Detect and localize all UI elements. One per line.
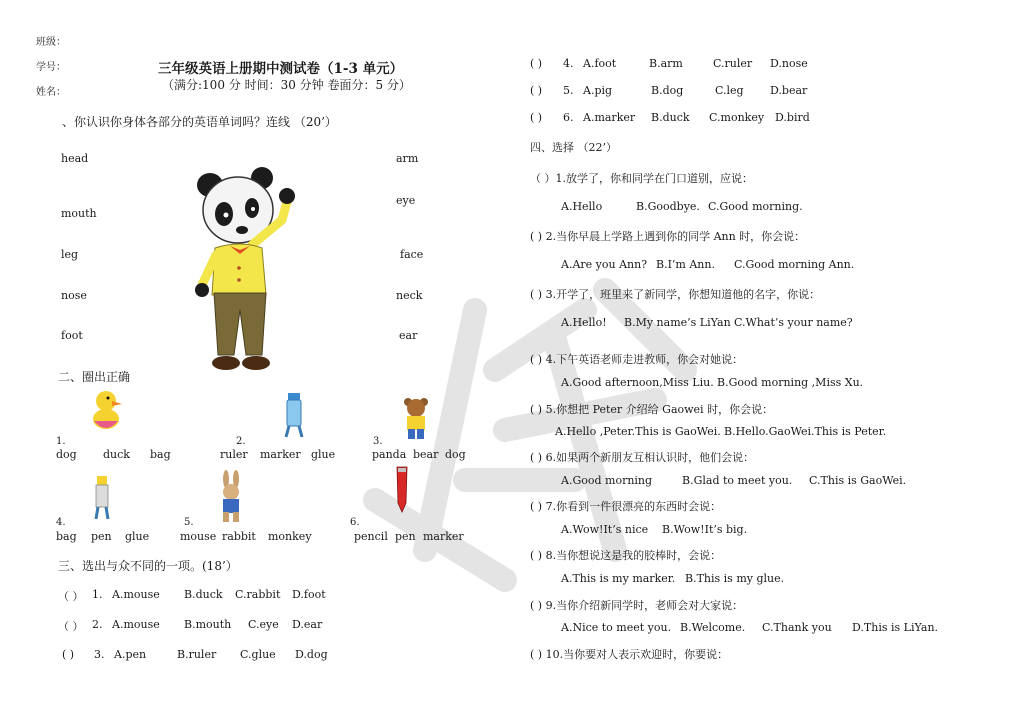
- s4-q3-text: ( ) 3.开学了，班里来了新同学，你想知道他的名字，你说：: [530, 288, 821, 301]
- s4-q4-opt-b: B.Good morning ,Miss Xu.: [717, 376, 864, 389]
- s3-q3-opt-a: A.pen: [114, 648, 147, 661]
- group1-number: 1.: [56, 436, 66, 447]
- group3-word-3: dog: [445, 448, 466, 461]
- s4-q4-opt-a: A.Good afternoon,Miss Liu.: [561, 376, 714, 389]
- student-name-label: 姓名：: [36, 87, 66, 98]
- s3-q2-opt-c: C.eye: [248, 618, 279, 631]
- bear-picture: [400, 396, 432, 442]
- section1-heading: 、你认识你身体各部分的英语单词吗？连线 （20’）: [62, 115, 337, 129]
- s4-q6-opt-b: B.Glad to meet you.: [682, 474, 793, 487]
- s3-q2-paren: （ ）: [58, 620, 84, 633]
- s3-q3-opt-c: C.glue: [240, 648, 276, 661]
- left-word-leg: leg: [61, 248, 79, 261]
- red-pen-picture: [392, 465, 414, 513]
- group4-number: 4.: [56, 517, 66, 528]
- group3-word-1: panda: [372, 448, 407, 461]
- section3-heading: 三、选出与众不同的一项。(18’）: [58, 559, 238, 573]
- s3-q4-opt-b: B.arm: [649, 57, 683, 70]
- left-word-foot: foot: [61, 329, 83, 342]
- group2-word-2: marker: [260, 448, 301, 461]
- group3-number: 3.: [373, 436, 383, 447]
- s4-q7-text: ( ) 7.你看到一件很漂亮的东西时会说：: [530, 500, 722, 513]
- section2-heading: 二、圈出正确: [58, 370, 131, 384]
- s3-q5-opt-b: B.dog: [651, 84, 684, 97]
- class-label: 班级：: [36, 37, 66, 48]
- s3-q1-opt-b: B.duck: [184, 588, 223, 601]
- s3-q3-opt-d: D.dog: [295, 648, 328, 661]
- s4-q4-text: ( ) 4.下午英语老师走进教师，你会对她说：: [530, 353, 744, 366]
- s3-q2-opt-a: A.mouse: [112, 618, 160, 631]
- right-word-ear: ear: [399, 329, 418, 342]
- group3-word-2: bear: [413, 448, 439, 461]
- glue-picture: [283, 390, 305, 438]
- group4-word-1: bag: [56, 530, 77, 543]
- s4-q2-text: ( ) 2.当你早晨上学路上遇到你的同学 Ann 时，你会说：: [530, 230, 806, 243]
- group4-word-3: glue: [125, 530, 150, 543]
- section4-heading: 四、选择 （22’）: [530, 141, 617, 154]
- s4-q3-opt-a: A.Hello!: [561, 316, 607, 329]
- s4-q6-opt-a: A.Good morning: [561, 474, 653, 487]
- pen-picture: [93, 474, 111, 522]
- s4-q8-opt-a: A.This is my marker.: [561, 572, 676, 585]
- group5-number: 5.: [184, 517, 194, 528]
- s4-q7-opt-a: A.Wow!It’s nice: [561, 523, 649, 536]
- s4-q2-opt-c: C.Good morning Ann.: [734, 258, 855, 271]
- s4-q5-opt-b: B.Hello.GaoWei.This is Peter.: [724, 425, 887, 438]
- s4-q9-opt-a: A.Nice to meet you.: [561, 621, 672, 634]
- rabbit-picture: [215, 470, 247, 524]
- s3-q4-paren: ( ): [530, 57, 543, 70]
- s3-q6-opt-a: A.marker: [583, 111, 636, 124]
- group5-word-3: monkey: [268, 530, 312, 543]
- s3-q5-opt-d: D.bear: [770, 84, 808, 97]
- s4-q10-text: ( ) 10.当你要对人表示欢迎时，你要说：: [530, 648, 729, 661]
- s4-q9-text: ( ) 9.当你介绍新同学时，老师会对大家说：: [530, 599, 744, 612]
- student-id-label: 学号：: [36, 62, 66, 73]
- s4-q9-opt-d: D.This is LiYan.: [852, 621, 939, 634]
- s3-q2-number: 2.: [92, 618, 103, 631]
- s4-q1-opt-b: B.Goodbye.: [636, 200, 700, 213]
- group2-word-1: ruler: [220, 448, 248, 461]
- s3-q1-opt-c: C.rabbit: [235, 588, 281, 601]
- group2-word-3: glue: [311, 448, 336, 461]
- s3-q4-opt-c: C.ruler: [713, 57, 753, 70]
- page-title: 三年级英语上册期中测试卷（1-3 单元）: [158, 61, 404, 77]
- duck-picture: [86, 387, 126, 435]
- panda-illustration: [190, 160, 300, 375]
- s3-q3-paren: ( ): [62, 648, 75, 661]
- s3-q1-paren: （ ）: [58, 590, 84, 603]
- s4-q8-text: ( ) 8.当你想说这是我的胶棒时，会说：: [530, 549, 722, 562]
- left-word-head: head: [61, 152, 89, 165]
- right-word-eye: eye: [396, 194, 416, 207]
- s3-q1-opt-a: A.mouse: [112, 588, 160, 601]
- s4-q9-opt-b: B.Welcome.: [680, 621, 746, 634]
- s3-q2-opt-b: B.mouth: [184, 618, 232, 631]
- s4-q1-text: （ ）1.放学了，你和同学在门口道别，应说：: [530, 172, 753, 185]
- s3-q6-number: 6.: [563, 111, 574, 124]
- s3-q5-opt-c: C.leg: [715, 84, 744, 97]
- s3-q6-opt-b: B.duck: [651, 111, 690, 124]
- left-word-nose: nose: [61, 289, 87, 302]
- s4-q5-text: ( ) 5.你想把 Peter 介绍给 Gaowei 时，你会说：: [530, 403, 774, 416]
- group1-word-2: duck: [103, 448, 130, 461]
- s4-q1-opt-c: C.Good morning.: [708, 200, 803, 213]
- s3-q5-paren: ( ): [530, 84, 543, 97]
- s4-q3-opt-c: C.What’s your name?: [734, 316, 853, 329]
- s3-q6-opt-d: D.bird: [775, 111, 810, 124]
- s4-q5-opt-a: A.Hello ,Peter.This is GaoWei.: [555, 425, 721, 438]
- s3-q4-number: 4.: [563, 57, 574, 70]
- s4-q3-opt-b: B.My name’s LiYan: [624, 316, 731, 329]
- group6-number: 6.: [350, 517, 360, 528]
- s3-q2-opt-d: D.ear: [292, 618, 323, 631]
- group1-word-3: bag: [150, 448, 171, 461]
- group5-word-2: rabbit: [222, 530, 256, 543]
- s4-q6-text: ( ) 6.如果两个新朋友互相认识时，他们会说：: [530, 451, 755, 464]
- s3-q3-number: 3.: [94, 648, 105, 661]
- s4-q6-opt-c: C.This is GaoWei.: [809, 474, 907, 487]
- s3-q5-opt-a: A.pig: [583, 84, 613, 97]
- group4-word-2: pen: [91, 530, 112, 543]
- group6-word-3: marker: [423, 530, 464, 543]
- s3-q4-opt-a: A.foot: [583, 57, 617, 70]
- s3-q4-opt-d: D.nose: [770, 57, 808, 70]
- s4-q8-opt-b: B.This is my glue.: [685, 572, 785, 585]
- s3-q1-number: 1.: [92, 588, 103, 601]
- group5-word-1: mouse: [180, 530, 217, 543]
- s3-q1-opt-d: D.foot: [292, 588, 326, 601]
- s4-q9-opt-c: C.Thank you: [762, 621, 832, 634]
- group6-word-2: pen: [395, 530, 416, 543]
- right-word-face: face: [400, 248, 424, 261]
- exam-subtitle: （满分:100 分 时间：30 分钟 卷面分：5 分）: [162, 78, 411, 92]
- s3-q5-number: 5.: [563, 84, 574, 97]
- s3-q6-paren: ( ): [530, 111, 543, 124]
- right-word-arm: arm: [396, 152, 419, 165]
- s4-q2-opt-b: B.I’m Ann.: [656, 258, 715, 271]
- s4-q7-opt-b: B.Wow!It’s big.: [662, 523, 748, 536]
- left-word-mouth: mouth: [61, 207, 97, 220]
- group2-number: 2.: [236, 436, 246, 447]
- group6-word-1: pencil: [354, 530, 388, 543]
- s4-q2-opt-a: A.Are you Ann?: [561, 258, 648, 271]
- group1-word-1: dog: [56, 448, 77, 461]
- s4-q1-opt-a: A.Hello: [561, 200, 603, 213]
- s3-q6-opt-c: C.monkey: [709, 111, 765, 124]
- s3-q3-opt-b: B.ruler: [177, 648, 217, 661]
- right-word-neck: neck: [396, 289, 423, 302]
